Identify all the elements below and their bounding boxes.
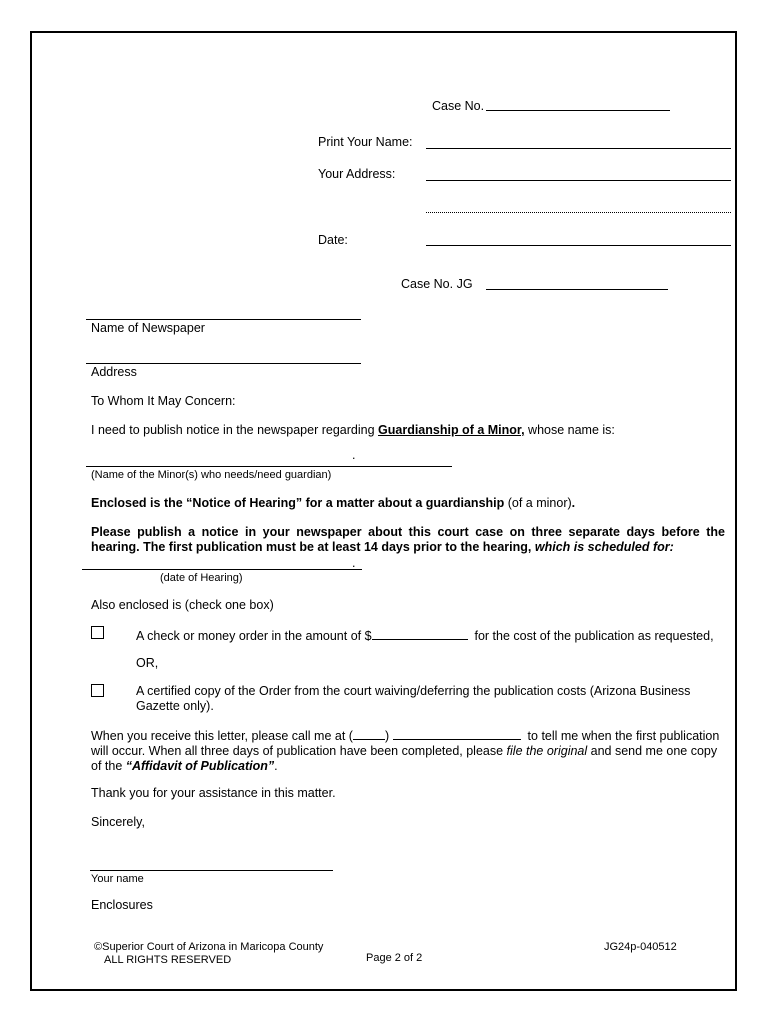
option-check-checkbox[interactable] bbox=[91, 626, 104, 639]
hearing-date-field[interactable] bbox=[82, 569, 362, 570]
closing-text: Sincerely, bbox=[91, 815, 145, 829]
newspaper-address-label: Address bbox=[91, 365, 137, 379]
also-enclosed-label: Also enclosed is (check one box) bbox=[91, 598, 274, 612]
page-number: Page 2 of 2 bbox=[366, 952, 423, 964]
signature-field[interactable] bbox=[90, 870, 333, 871]
newspaper-name-label: Name of Newspaper bbox=[91, 321, 205, 335]
option-order-label: A certified copy of the Order from the court waiving/deferring the publication costs (Arizona Business Gazette only). bbox=[136, 684, 691, 713]
enclosures-label: Enclosures bbox=[91, 898, 153, 912]
print-name-label: Print Your Name: bbox=[318, 135, 413, 149]
address-field-line2[interactable] bbox=[426, 212, 731, 213]
or-label: OR, bbox=[136, 656, 159, 670]
option-check-label: A check or money order in the amount of $ for the cost of the publication as requested, bbox=[136, 629, 714, 643]
copyright-text: ©Superior Court of Arizona in Maricopa County bbox=[94, 941, 324, 953]
case-no-jg-field[interactable] bbox=[486, 289, 668, 290]
guardianship-term: Guardianship of a Minor, bbox=[378, 423, 525, 437]
hearing-date-caption: (date of Hearing) bbox=[160, 572, 243, 584]
form-code: JG24p-040512 bbox=[604, 941, 677, 953]
area-code-field[interactable] bbox=[353, 727, 385, 740]
minor-name-caption: (Name of the Minor(s) who needs/need guardian) bbox=[91, 469, 332, 481]
rights-text: ALL RIGHTS RESERVED bbox=[104, 954, 232, 966]
newspaper-name-field[interactable] bbox=[86, 319, 361, 320]
address-field-line1[interactable] bbox=[426, 180, 731, 181]
enclosed-notice-sentence: Enclosed is the “Notice of Hearing” for a matter about a guardianship (of a minor). bbox=[91, 496, 576, 510]
call-paragraph: When you receive this letter, please call me at ( ) to tell me when the first publication will occur. When all three days of publication have been completed, please file the original and send me one copy of the “Affidavit of Publication”. bbox=[91, 729, 720, 773]
newspaper-address-field[interactable] bbox=[86, 363, 361, 364]
print-name-field[interactable] bbox=[426, 148, 731, 149]
option-order-checkbox[interactable] bbox=[91, 684, 104, 697]
intro-paragraph: I need to publish notice in the newspaper regarding Guardianship of a Minor, whose name is: bbox=[91, 423, 615, 437]
amount-field[interactable] bbox=[372, 627, 468, 640]
minor-name-field[interactable] bbox=[86, 466, 452, 467]
date-field[interactable] bbox=[426, 245, 731, 246]
case-no-label: Case No. bbox=[432, 99, 485, 113]
case-no-jg-label: Case No. JG bbox=[401, 277, 473, 291]
publish-request-paragraph: Please publish a notice in your newspaper about this court case on three separate days before the hearing. The first publication must be at least 14 days prior to the hearing, which is scheduled for: bbox=[91, 525, 725, 554]
case-no-field[interactable] bbox=[486, 110, 670, 111]
salutation: To Whom It May Concern: bbox=[91, 394, 236, 408]
phone-field[interactable] bbox=[393, 727, 521, 740]
thank-you-text: Thank you for your assistance in this matter. bbox=[91, 786, 336, 800]
minor-name-period: . bbox=[352, 448, 356, 462]
hearing-date-period: . bbox=[352, 556, 356, 570]
date-label: Date: bbox=[318, 233, 348, 247]
address-label: Your Address: bbox=[318, 167, 396, 181]
your-name-caption: Your name bbox=[91, 873, 144, 885]
